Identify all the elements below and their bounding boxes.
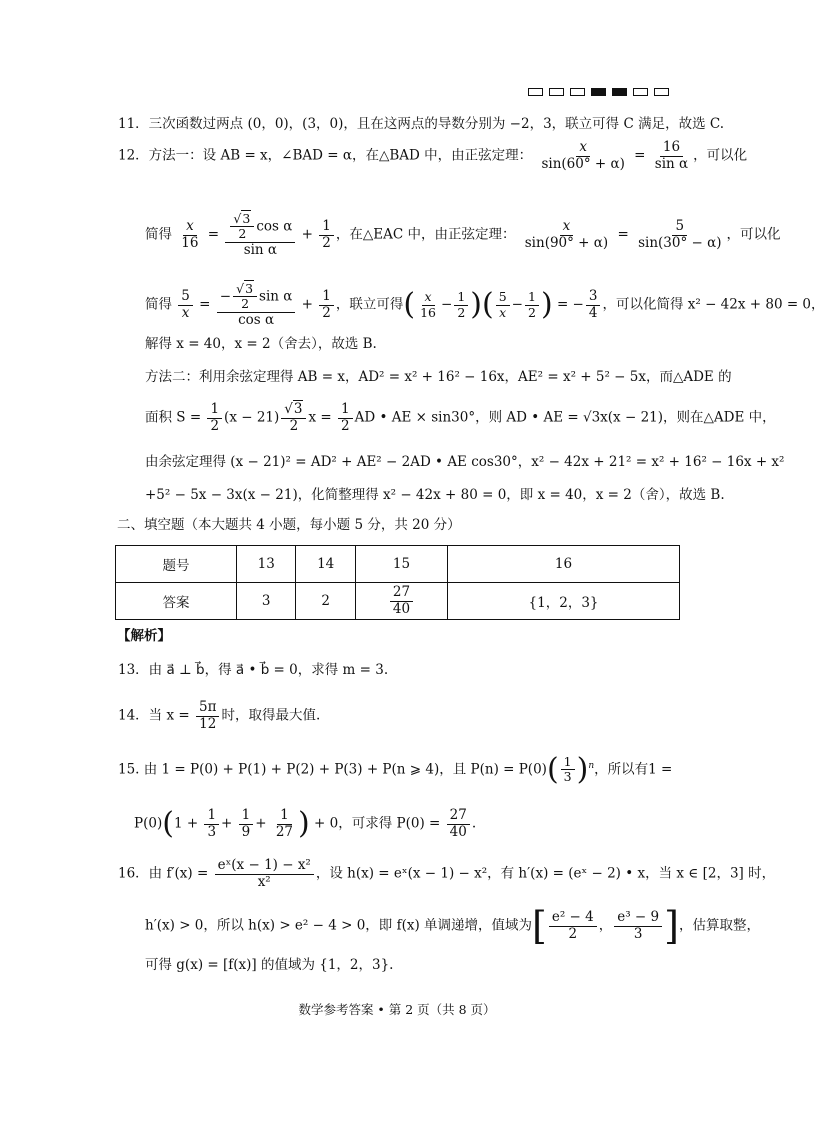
fraction: $\frac{1}{2}$	[525, 290, 539, 320]
table-cell: {1，2，3}	[448, 583, 680, 620]
answer-table	[115, 545, 680, 620]
table-cell: 答案	[116, 583, 237, 620]
fraction: $\frac{x}{\sin(60^\circ + \alpha)}$	[541, 139, 625, 172]
fraction: $\frac{1}{2}$	[319, 289, 334, 321]
fraction: $\frac{x}{16}$	[181, 218, 199, 251]
fraction: $\frac{1}{2}$	[338, 402, 353, 434]
q13: 13．由 a⃗ ⊥ b⃗，得 a⃗ • b⃗ = 0，求得 m = 3.	[118, 662, 389, 678]
q11: 11．三次函数过两点 (0，0)，(3，0)，且在这两点的导数分别为 −2，3，联立可得 C 满足，故选 C.	[118, 116, 725, 132]
fraction: $\frac{27}{40}$	[390, 585, 413, 617]
table-cell: 16	[448, 546, 680, 583]
table-cell: 14	[296, 546, 355, 583]
filled-box	[612, 88, 627, 96]
q12-line3: 简得 $\frac{5}{x}$ = − $\frac{√3}{2}$ sin α cos α + $\frac{1}{2}$ ，联立可得( $\frac{x}{16}$ − $\frac{1}{2}$ )( $\frac{5}{x}$ − $\frac{1}{2}$ ) = − $\frac{3}{4}$ ，可以化简得 x² − 42x + 80 = 0，	[145, 281, 825, 328]
table-cell: 13	[237, 546, 296, 583]
q14: 14．当 x = $\frac{5\pi}{12}$ 时，取得最大值.	[118, 699, 321, 732]
table-cell: 3	[237, 583, 296, 620]
fraction: $\frac{1}{9}$	[239, 808, 254, 840]
q12-label: 12．方法一：设	[118, 147, 221, 164]
empty-box	[549, 88, 564, 96]
table-row	[116, 583, 680, 620]
fraction: $\frac{x}{\sin(90^\circ + \alpha)}$	[524, 218, 609, 251]
fraction: $\frac{x}{16}$	[420, 289, 437, 320]
fraction: $\frac{√3}{2}$ cos α sin α	[225, 212, 295, 258]
section-title: 二、填空题（本大题共 4 小题，每小题 5 分，共 20 分）	[117, 517, 461, 533]
empty-box	[633, 88, 648, 96]
fraction: $\frac{27}{40}$	[447, 808, 470, 840]
fraction: $\frac{\text{e³ − 9}}{3}$	[614, 910, 662, 942]
fraction: $\frac{1}{27}$	[275, 807, 294, 840]
jiexi-heading: 【解析】	[117, 628, 171, 644]
q12-m2-line3: 由余弦定理得 (x − 21)² = AD² + AE² − 2AD • AE cos30°，x² − 42x + 21² = x² + 16² − 16x + x²	[145, 454, 785, 470]
table-cell	[355, 583, 447, 620]
fraction: $\frac{1}{2}$	[207, 402, 222, 434]
q15-line1: 15. 由 1 = P(0) + P(1) + P(2) + P(3) + P(n ⩾ 4)，且 P(n) = P(0)( $\frac{1}{3}$ )$^n$，所以有1 =	[118, 751, 673, 787]
q12-line2: 简得 $\frac{x}{16}$ = $\frac{√3}{2}$ cos α sin α + $\frac{1}{2}$ ，在△EAC 中，由正弦定理： $\frac{x}{\sin(90^\circ + \alpha)}$ = $\frac{5}{\sin(30^\circ - \alpha)}$ ，可以化	[145, 211, 781, 258]
table-cell: 2	[296, 583, 355, 620]
header-marks	[528, 88, 669, 96]
fraction: $\frac{3}{4}$	[586, 289, 601, 321]
q12-m2-line4: +5² − 5x − 3x(x − 21)，化简整理得 x² − 42x + 80 = 0，即 x = 40，x = 2（舍），故选 B.	[145, 487, 725, 503]
q12-line1: 12．方法一：设 AB = x，∠BAD = α，在△BAD 中，由正弦定理： $\frac{x}{\sin(60^\circ + \alpha)}$ = $\frac{16}{\text{sin α}}$ ，可以化	[118, 139, 748, 172]
q15-line2: P(0)(1 + $\frac{1}{3}$ + $\frac{1}{9}$ + $\frac{1}{27}$ ) + 0，可求得 P(0) = $\frac{27}{40}$ .	[134, 806, 477, 842]
fraction: $\frac{5\pi}{12}$	[196, 700, 219, 732]
empty-box	[570, 88, 585, 96]
empty-box	[654, 88, 669, 96]
fraction: $\frac{1}{3}$	[204, 808, 219, 840]
fraction: − $\frac{√3}{2}$ sin α cos α	[217, 282, 296, 328]
fraction: $\frac{1}{2}$	[454, 290, 468, 320]
fraction: $\frac{\text{e² − 4}}{2}$	[549, 910, 597, 942]
fraction: $\frac{5}{\sin(30^\circ - \alpha)}$	[638, 218, 722, 251]
q16-line2: h′(x) > 0，所以 h(x) > e² − 4 > 0，即 f(x) 单调递增，值域为[ $\frac{\text{e² − 4}}{2}$ ， $\frac{\text{e³ − 9}}{3}$ ]，估算取整，	[145, 904, 760, 949]
page-footer: 数学参考答案 • 第 2 页（共 8 页）	[298, 1002, 496, 1017]
table-row	[116, 546, 680, 583]
q12-m2-line1: 方法二：利用余弦定理得 AB = x，AD² = x² + 16² − 16x，AE² = x² + 5² − 5x，而△ADE 的	[145, 369, 732, 385]
fraction: $\frac{1}{2}$	[319, 219, 334, 251]
q12-text: AB = x，∠BAD = α，在△BAD 中，由正弦定理：	[220, 147, 533, 164]
fraction: $\frac{\text{eˣ(x − 1) − x²}}{\text{x²}}$	[215, 858, 314, 890]
q16-line3: 可得 g(x) = [f(x)] 的值域为 {1，2，3}.	[145, 957, 394, 973]
filled-box	[591, 88, 606, 96]
fraction: $\frac{16}{\text{sin α}}$	[654, 139, 689, 172]
table-cell: 题号	[116, 546, 237, 583]
q12-m2-line2: 面积 S = $\frac{1}{2}$ (x − 21) $\frac{√3}{2}$ x = $\frac{1}{2}$ AD • AE × sin30°，则 AD • AE = √3x(x − 21)，则在△ADE 中，	[145, 401, 776, 434]
empty-box	[528, 88, 543, 96]
fraction: $\frac{5}{x}$	[496, 290, 510, 320]
table-cell: 15	[355, 546, 447, 583]
fraction: $\frac{1}{3}$	[561, 755, 575, 785]
q12-solve: 解得 x = 40，x = 2（舍去），故选 B.	[145, 336, 377, 352]
fraction: $\frac{5}{x}$	[178, 289, 193, 321]
q16-line1: 16．由 f′(x) = $\frac{\text{eˣ(x − 1) − x²}}{\text{x²}}$ ，设 h(x) = eˣ(x − 1) − x²，有 h′(x) = (eˣ − 2) • x，当 x ∈ [2，3] 时，	[118, 857, 776, 890]
fraction: $\frac{√3}{2}$	[281, 402, 306, 434]
